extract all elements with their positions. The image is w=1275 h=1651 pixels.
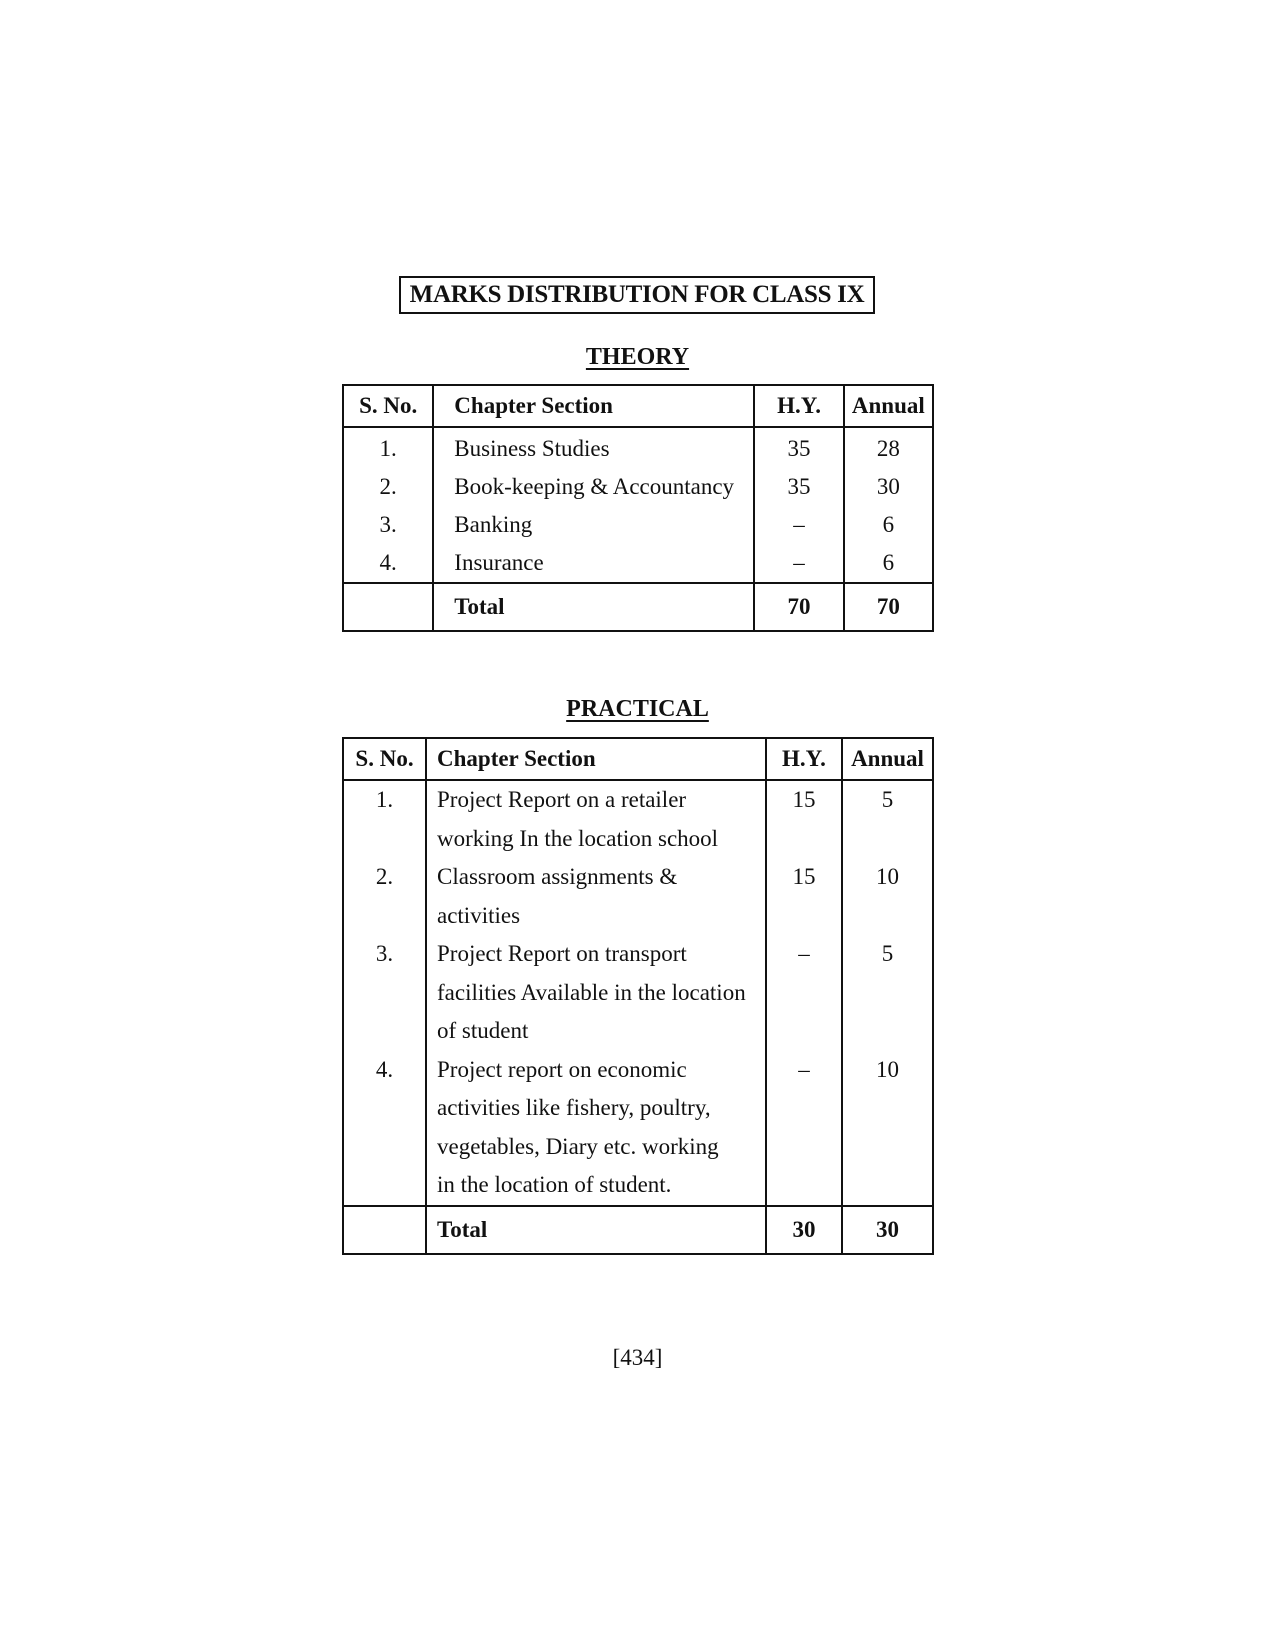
cell-section-line: of student — [437, 1018, 529, 1043]
column-header-annual: Annual — [844, 385, 933, 427]
cell-sno: 4. — [343, 1051, 426, 1206]
practical-heading-text: PRACTICAL — [566, 696, 709, 722]
cell-sno: 2. — [343, 858, 426, 935]
page-title: MARKS DISTRIBUTION FOR CLASS IX — [399, 276, 875, 314]
cell-section-line: Classroom assignments & — [437, 864, 678, 889]
cell-section-line: Project Report on a retailer — [437, 787, 687, 812]
cell-section-line: activities — [437, 902, 521, 928]
cell-sno: 1. — [343, 780, 426, 858]
cell-section: Insurance — [433, 544, 754, 583]
total-label: Total — [433, 583, 754, 631]
total-annual: 30 — [842, 1206, 933, 1254]
cell-hy: 35 — [754, 427, 843, 468]
page-number: [434] — [612, 1345, 663, 1370]
cell-sno: 2. — [343, 468, 433, 506]
total-row — [343, 1206, 933, 1254]
column-header-section: Chapter Section — [433, 385, 754, 427]
total-hy: 30 — [766, 1206, 842, 1254]
total-row — [343, 583, 933, 631]
cell-sno: 3. — [343, 935, 426, 1051]
cell-section — [426, 858, 766, 935]
cell-section-line: vegetables, Diary etc. working — [437, 1133, 719, 1159]
cell-section — [426, 780, 766, 858]
cell-annual: 6 — [844, 544, 933, 583]
cell-sno: 3. — [343, 506, 433, 544]
cell-section-line: activities like fishery, poultry, — [437, 1095, 711, 1120]
cell-hy: – — [766, 1051, 842, 1206]
cell-annual: 5 — [842, 935, 933, 1051]
table-header-row — [343, 385, 933, 427]
table-row — [343, 780, 933, 858]
cell-section: Business Studies — [433, 427, 754, 468]
column-header-section: Chapter Section — [426, 738, 766, 780]
cell-annual: 10 — [842, 1051, 933, 1206]
cell-section-line: in the location of student. — [437, 1172, 672, 1197]
cell-hy: – — [766, 935, 842, 1051]
cell-sno: 4. — [343, 544, 433, 583]
practical-table — [342, 737, 934, 1255]
column-header-hy: H.Y. — [766, 738, 842, 780]
table-header-row — [343, 738, 933, 780]
table-row — [343, 544, 933, 583]
cell-section-line: Project report on economic — [437, 1056, 687, 1082]
cell-sno-empty — [343, 1206, 426, 1254]
theory-heading — [0, 344, 1275, 371]
cell-annual: 6 — [844, 506, 933, 544]
column-header-hy: H.Y. — [754, 385, 843, 427]
cell-section-line: facilities Available in the location — [437, 979, 746, 1005]
cell-hy: 15 — [766, 780, 842, 858]
total-label: Total — [426, 1206, 766, 1254]
total-hy: 70 — [754, 583, 843, 631]
table-row — [343, 506, 933, 544]
table-row — [343, 935, 933, 1051]
column-header-annual: Annual — [842, 738, 933, 780]
total-annual: 70 — [844, 583, 933, 631]
cell-annual: 30 — [844, 468, 933, 506]
theory-heading-text: THEORY — [585, 344, 690, 370]
practical-heading — [0, 696, 1275, 723]
cell-hy: – — [754, 544, 843, 583]
cell-annual: 5 — [842, 780, 933, 858]
cell-annual: 28 — [844, 427, 933, 468]
cell-section — [426, 935, 766, 1051]
cell-sno: 1. — [343, 427, 433, 468]
cell-sno-empty — [343, 583, 433, 631]
cell-section-line: working In the location school — [437, 825, 719, 851]
table-row — [343, 1051, 933, 1206]
column-header-sno: S. No. — [343, 385, 433, 427]
cell-section: Banking — [433, 506, 754, 544]
cell-hy: 15 — [766, 858, 842, 935]
cell-section-line: Project Report on transport — [437, 941, 687, 966]
cell-section: Book-keeping & Accountancy — [433, 468, 754, 506]
cell-hy: – — [754, 506, 843, 544]
column-header-sno: S. No. — [343, 738, 426, 780]
theory-table — [342, 384, 934, 632]
table-row — [343, 858, 933, 935]
cell-annual: 10 — [842, 858, 933, 935]
cell-section — [426, 1051, 766, 1206]
table-row — [343, 427, 933, 468]
cell-hy: 35 — [754, 468, 843, 506]
table-row — [343, 468, 933, 506]
